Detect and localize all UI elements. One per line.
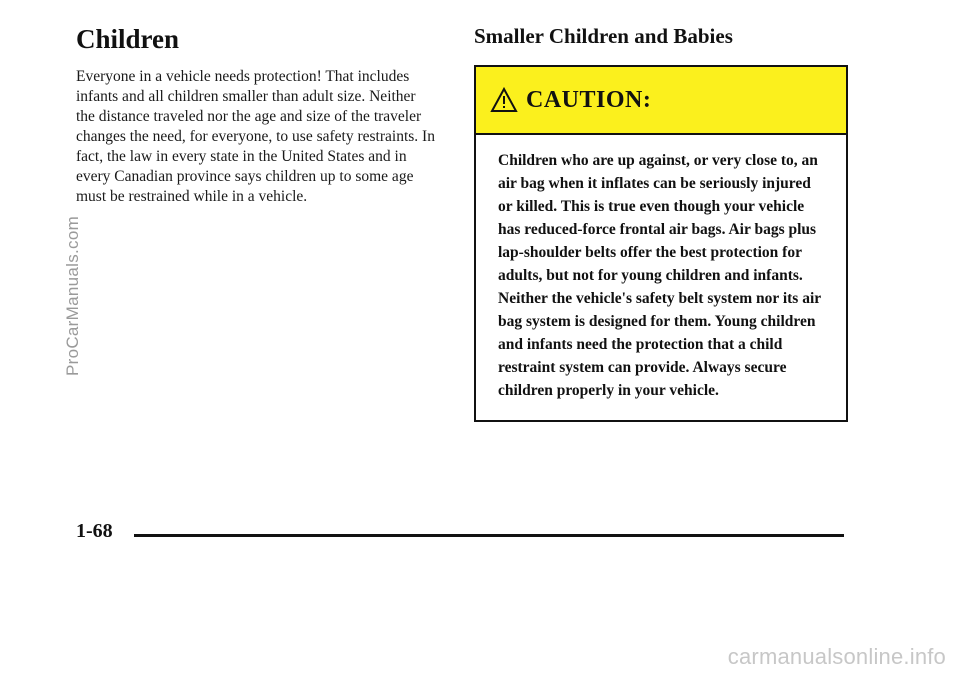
page-footer: [76, 520, 846, 550]
warning-triangle-icon: [490, 87, 518, 113]
intro-paragraph: Everyone in a vehicle needs protection! That includes infants and all children smaller than adult size. Neither the distance traveled nor the age and size of the traveler changes the need, for everyone, to use safety restraints. In fact, the law in every state in the United States and in every Canadian province says children up to some age must be restrained while in a vehicle.: [76, 68, 435, 205]
left-column: [76, 24, 436, 207]
caution-text: Children who are up against, or very close to, an air bag when it inflates can be seriously injured or killed. This is true even though your vehicle has reduced-force frontal air bags. Air bags plus lap-shoulder belts offer the best protection for adults, but not for young children and infants. Neither the vehicle's safety belt system nor its air bag system is designed for them. Young children and infants need the protection that a child restraint system can provide. Always secure children properly in your vehicle.: [498, 152, 821, 399]
caution-header: [476, 67, 846, 135]
subsection-title: Smaller Children and Babies: [474, 24, 733, 48]
page-number: 1-68: [76, 520, 113, 542]
right-column: [474, 24, 850, 422]
section-title: Children: [76, 24, 180, 54]
side-watermark: ProCarManuals.com: [63, 215, 82, 376]
caution-label: CAUTION:: [526, 86, 652, 113]
footer-rule: [134, 534, 844, 537]
bottom-watermark: carmanualsonline.info: [727, 644, 946, 669]
caution-box: [474, 65, 848, 422]
